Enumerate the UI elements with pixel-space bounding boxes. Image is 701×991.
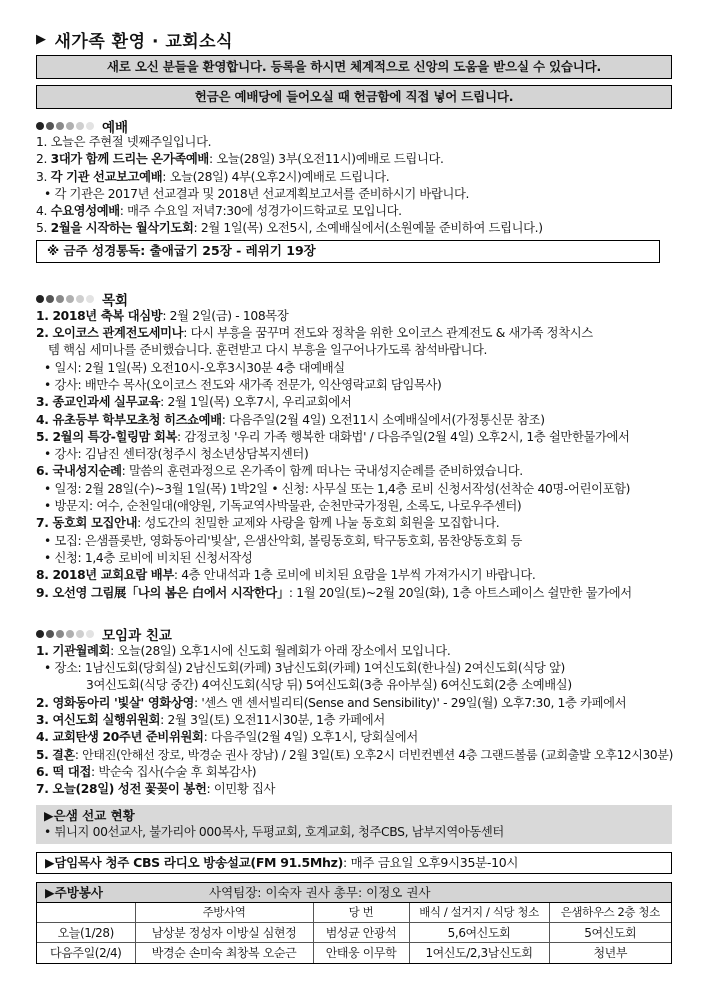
item-text: 3여신도회(식당 중간) 4여신도회(식당 뒤) 5여신도회(3층 유아부실) 6여신도회(2층 소예배실) (86, 678, 572, 693)
dots-icon (36, 122, 94, 130)
fellowship-item (36, 764, 672, 781)
table-cell: 오늘(1/28) (37, 923, 135, 943)
table-cell: 범성균 안광석 (313, 923, 409, 943)
worship-item (36, 169, 672, 186)
item-title: 4. 교회탄생 20주년 준비위원회 (36, 730, 204, 745)
pastoral-heading (36, 291, 672, 308)
radio-text: : 매주 금요일 오후9시35분-10시 (343, 854, 519, 870)
item-text: • 모집: 은샘플롯반, 영화동아리'빛살', 은샘산악회, 볼링동호회, 탁구동호회, 몸찬양동호회 등 (44, 533, 523, 548)
kitchen-service-box (36, 882, 672, 964)
offering-notice: 헌금은 예배당에 들어오실 때 헌금함에 직접 넣어 드립니다. (36, 85, 672, 109)
item-title: 3. 종교인과세 실무교육 (36, 395, 161, 410)
fellowship-item (36, 695, 672, 712)
item-text: : 2월 3일(토) 오전11시30분, 1층 카페에서 (160, 713, 385, 728)
table-cell: 안태웅 이무학 (313, 943, 409, 963)
pastoral-item (36, 567, 672, 584)
item-title: 5. 2월의 특강-힐링맘 회복 (36, 429, 178, 444)
fellowship-item (36, 677, 672, 694)
pastoral-item (36, 550, 672, 567)
column-header: 당 번 (313, 903, 409, 923)
item-title: 2. 영화동아리 '빛살' 영화상영 (36, 695, 194, 710)
table-row (37, 943, 671, 963)
pastoral-item (36, 342, 672, 359)
item-title: 3. 여신도회 실행위원회 (36, 713, 161, 728)
fellowship-item (36, 729, 672, 746)
fellowship-item (36, 643, 672, 660)
item-number: 5. (36, 221, 48, 236)
fellowship-item (36, 660, 672, 677)
item-text: : 2월 1일(목) 오전5시, 소예배실에서(소원예물 준비하여 드립니다.) (193, 221, 543, 236)
item-title: 2. 오이코스 관계전도세미나 (36, 326, 184, 341)
pastoral-item (36, 360, 672, 377)
item-text: : 오늘(28일) 3부(오전11시)예배로 드립니다. (208, 152, 444, 167)
radio-box (36, 852, 672, 874)
kitchen-service-table (37, 903, 671, 963)
item-text: • 방문지: 여수, 순천일대(애양원, 기독교역사박물관, 순천만국가정원, 소록도, 나로우주센터) (44, 499, 522, 514)
item-title: 각 기관 선교보고예배 (50, 169, 163, 184)
item-number: 1. (36, 135, 48, 149)
table-cell: 5여신도회 (549, 923, 671, 943)
item-title: 수요영성예배 (50, 204, 120, 219)
worship-item (36, 186, 672, 203)
table-cell: 다음주일(2/4) (37, 943, 135, 963)
kitchen-service-leaders: 사역팀장: 이숙자 권사 총무: 이정오 권사 (209, 885, 431, 900)
fellowship-list (36, 643, 672, 799)
item-text: : 오늘(28일) 오후1시에 신도회 월례회가 아래 장소에서 모입니다. (110, 643, 451, 658)
pastoral-item (36, 394, 672, 411)
item-title: 7. 동호회 모집안내 (36, 516, 138, 531)
fellowship-item (36, 781, 672, 798)
table-cell: 5,6여신도회 (409, 923, 549, 943)
item-text: : 다음주일(2월 4일) 오전11시 소예배실에서(가정통신문 참조) (221, 412, 545, 427)
mission-title: ▶은샘 선교 현황 (44, 807, 135, 823)
worship-heading-text: 예배 (102, 119, 129, 136)
fellowship-item (36, 747, 672, 764)
pastoral-list (36, 308, 672, 602)
column-header: 주방사역 (135, 903, 313, 923)
dots-icon (36, 630, 94, 638)
table-cell: 남상분 정성자 이방실 심현정 (135, 923, 313, 943)
fellowship-heading (36, 626, 672, 643)
item-text: 템 핵심 세미나를 준비했습니다. 훈련받고 다시 부흥을 일구어나가도록 참석바랍니다. (48, 343, 488, 358)
pastoral-item (36, 429, 672, 446)
pastoral-item (36, 481, 672, 498)
item-title: 7. 오늘(28일) 성전 꽃꽂이 봉헌 (36, 782, 207, 797)
item-text: : 이민황 집사 (206, 782, 276, 797)
item-title: 9. 오선영 그림展「나의 봄은 白에서 시작한다」 (36, 585, 289, 600)
item-title: 5. 결혼 (36, 747, 75, 762)
item-text: • 장소: 1남신도회(당회실) 2남신도회(카페) 3남신도회(카페) 1여신도회(한나실) 2여신도회(식당 앞) (44, 661, 565, 676)
item-number: 4. (36, 204, 48, 219)
worship-item (36, 151, 672, 168)
pastoral-item (36, 446, 672, 463)
mission-text: • 튀니지 00선교사, 불가리아 000목사, 두평교회, 호계교회, 청주CBS, 남부지역아동센터 (44, 824, 504, 839)
item-text: : 성도간의 친밀한 교제와 사랑을 함께 나눌 동호회 회원을 모집합니다. (137, 516, 500, 531)
pastoral-item (36, 533, 672, 550)
item-text: : 2월 1일(목) 오후7시, 우리교회에서 (160, 395, 352, 410)
pastoral-item (36, 585, 672, 602)
welcome-notice: 새로 오신 분들을 환영합니다. 등록을 하시면 체계적으로 신앙의 도움을 받으실 수 있습니다. (36, 55, 672, 79)
item-text: • 일정: 2월 28일(수)~3월 1일(목) 1박2일 • 신청: 사무실 또는 1,4층 로비 신청서작성(선착순 40명-어린이포함) (44, 481, 631, 496)
item-text: : 오늘(28일) 4부(오후2시)예배로 드립니다. (162, 169, 390, 184)
table-cell: 청년부 (549, 943, 671, 963)
worship-heading (36, 117, 672, 134)
item-text: • 각 기관은 2017년 선교결과 및 2018년 선교계획보고서를 준비하시기 바랍니다. (44, 186, 470, 201)
item-text: : 박순숙 집사(수술 후 회복감사) (90, 764, 257, 779)
page-title (36, 26, 672, 52)
page-title-text: 새가족 환영 · 교회소식 (54, 31, 234, 52)
worship-item (36, 220, 672, 237)
item-text: • 강사: 배만수 목사(오이코스 전도와 새가족 전문가, 익산영락교회 담임목사) (44, 377, 442, 392)
fellowship-item (36, 712, 672, 729)
item-text: : 다시 부흥을 꿈꾸며 전도와 정착을 위한 오이코스 관계전도 & 새가족 정착시스 (183, 326, 593, 341)
item-text: • 신청: 1,4층 로비에 비치된 신청서작성 (44, 550, 253, 565)
pastoral-item (36, 377, 672, 394)
pastoral-item (36, 463, 672, 480)
table-cell: 1여신도/2,3남신도회 (409, 943, 549, 963)
table-row (37, 923, 671, 943)
item-text: 오늘은 주현절 넷째주일입니다. (50, 135, 212, 149)
worship-item (36, 203, 672, 220)
worship-list (36, 134, 672, 238)
item-text: : '센스 앤 센서빌리티(Sense and Sensibility)' - 29일(월) 오후7:30, 1층 카페에서 (193, 695, 627, 710)
dots-icon (36, 295, 94, 303)
kitchen-service-title: ▶주방봉사 (45, 885, 103, 900)
item-number: 3. (36, 169, 48, 184)
bulletin-page (36, 26, 672, 964)
item-title: 3대가 함께 드리는 온가족예배 (50, 152, 209, 167)
pastoral-item (36, 498, 672, 515)
item-title: 1. 2018년 축복 대심방 (36, 308, 163, 323)
item-text: • 강사: 김남진 센터장(청주시 청소년상담복지센터) (44, 447, 309, 462)
table-cell: 박경순 손미숙 최창복 오순근 (135, 943, 313, 963)
column-header: 배식 / 설거지 / 식당 청소 (409, 903, 549, 923)
pastoral-item (36, 412, 672, 429)
fellowship-heading-text: 모임과 친교 (102, 628, 172, 645)
item-text: : 2월 2일(금) - 108목장 (162, 308, 289, 323)
item-text: : 감정코칭 '우리 가족 행복한 대화법' / 다음주일(2월 4일) 오후2시, 1층 쉴만한물가에서 (177, 429, 630, 444)
item-text: : 매주 수요일 저녁7:30에 성경가이드학교로 모입니다. (119, 204, 402, 219)
triangle-right-icon: ▶ (36, 31, 47, 47)
item-number: 2. (36, 152, 48, 167)
item-text: : 다음주일(2월 4일) 오후1시, 당회실에서 (203, 730, 418, 745)
table-header-row (37, 903, 671, 923)
item-title: 6. 떡 대접 (36, 764, 91, 779)
kitchen-service-header (37, 883, 671, 903)
column-header (37, 903, 135, 923)
item-text: : 안태진(안해선 장로, 박경순 권사 장남) / 2월 3일(토) 오후2시 더빈컨벤션 4층 그랜드볼룸 (교회출발 오후12시30분) (74, 747, 673, 762)
bible-reading-box: ※ 금주 성경통독: 출애굽기 25장 - 레위기 19장 (36, 240, 660, 263)
item-text: • 일시: 2월 1일(목) 오전10시-오후3시30분 4층 대예배실 (44, 360, 345, 375)
pastoral-item (36, 308, 672, 325)
pastoral-item (36, 515, 672, 532)
item-title: 6. 국내성지순례 (36, 464, 122, 479)
item-title: 2월을 시작하는 월삭기도회 (50, 221, 194, 236)
item-text: : 1월 20일(토)~2월 20일(화), 1층 아트스페이스 쉴만한 물가에서 (288, 585, 632, 600)
worship-item (36, 134, 672, 151)
pastoral-item (36, 325, 672, 342)
item-title: 4. 유초등부 학부모초청 히즈쇼예배 (36, 412, 222, 427)
item-text: : 4층 안내석과 1층 로비에 비치된 요람을 1부씩 가져가시기 바랍니다. (173, 568, 536, 583)
column-header: 은샘하우스 2층 청소 (549, 903, 671, 923)
item-title: 1. 기관월례회 (36, 643, 111, 658)
item-title: 8. 2018년 교회요람 배부 (36, 568, 174, 583)
mission-box (36, 805, 672, 844)
pastoral-heading-text: 목회 (102, 293, 129, 310)
item-text: : 말씀의 훈련과정으로 온가족이 함께 떠나는 국내성지순례를 준비하였습니다. (121, 464, 523, 479)
radio-title: ▶담임목사 청주 CBS 라디오 방송설교(FM 91.5Mhz) (45, 854, 344, 870)
